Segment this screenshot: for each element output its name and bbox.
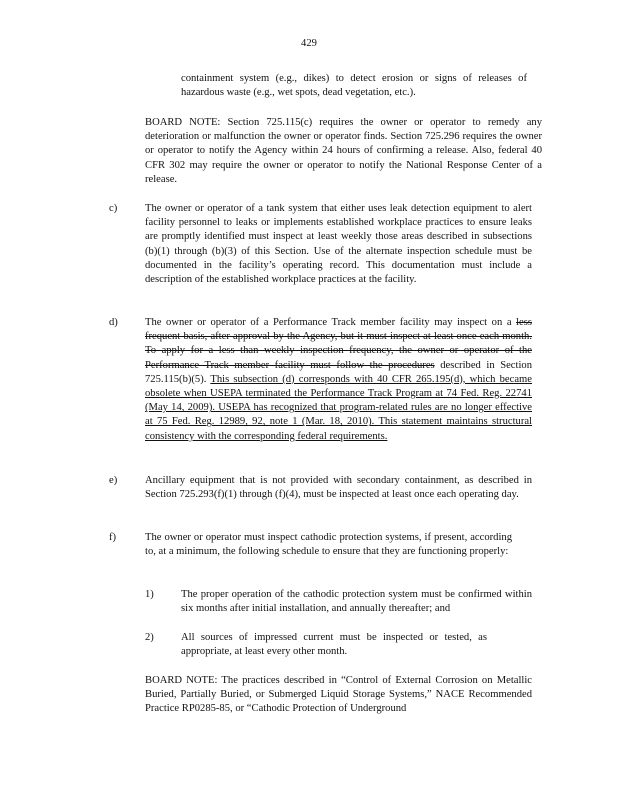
page-number: 429 [301,38,317,49]
item-e [145,474,532,502]
item-d-struck-text: less frequent basis, after approval by the Agency, but it must inspect at least once each month. To apply for a less than weekly inspection frequency, the owner or operator of the Performance Track member facility must follow the procedures [145,317,532,371]
item-d-underlined-text: This subsection (d) corresponds with 40 CFR 265.195(d), which became obsolete when USEPA terminated the Performance Track Program at 74 Fed. Reg. 22741 (May 14, 2009). USEPA has recognized that program-related rules are no longer effective at 75 Fed. Reg. 12989, 92, note 1 (Mar. 18, 2010). This statement maintains structural consistency with the corresponding federal requirements. [145,373,532,442]
item-c-label: c) [109,203,118,214]
intro-continuation [181,72,527,100]
item-e-text: Ancillary equipment that is not provided with secondary containment, as described in Section 725.293(f)(1) through (f)(4), must be inspected at least once each operating day. [145,475,532,501]
subitem-1-label: 1) [145,589,154,600]
subitem-1-text: The proper operation of the cathodic protection system must be confirmed within six months after initial installation, and annually thereafter; and [181,589,532,615]
item-d-text-start: The owner or operator of a Performance Track member facility may inspect on a [145,317,512,328]
board-note-1-text: BOARD NOTE: Section 725.115(c) requires the owner or operator to remedy any deterioration or malfunction the owner or operator finds. Section 725.296 requires the owner or operator to notify the Agency within 24 hours of confirming a release. Also, federal 40 CFR 302 may require the owner or operator to notify the National Response Center of a release. [145,117,542,185]
subitem-1 [181,588,532,616]
item-f-text: The owner or operator must inspect cathodic protection systems, if present, according to, at a minimum, the following schedule to ensure that they are functioning properly: [145,532,512,558]
item-c [145,202,532,287]
item-d-label: d) [109,317,118,328]
item-e-label: e) [109,475,118,486]
item-d [145,316,532,444]
subitem-2-label: 2) [145,632,154,643]
board-note-1 [145,116,542,187]
subitem-2-text: All sources of impressed current must be inspected or tested, as appropriate, at least every other month. [181,632,487,658]
item-d-text-mid: described in Section 725.115(b)(5). [145,359,532,385]
item-d-paragraph [145,316,532,444]
board-note-2-text: BOARD NOTE: The practices described in “Control of External Corrosion on Metallic Buried, Partially Buried, or Submerged Liquid Storage Systems,” NACE Recommended Practice RP0285-85, or “Cathodic Protection of Underground [145,675,532,715]
item-f [145,531,512,559]
board-note-2 [145,674,532,717]
subitem-2 [181,631,487,659]
item-f-label: f) [109,532,117,543]
item-c-text: The owner or operator of a tank system that either uses leak detection equipment to alert facility personnel to leaks or implements established workplace practices to ensure leaks are promptly identified must inspect at least weekly those areas described in subsections (b)(1) through (b)(3) of this Section. Use of the alternate inspection schedule must be documented in the facility’s operating record. This documentation must include a description of the established workplace practices at the facility. [145,203,532,286]
intro-continuation-text: containment system (e.g., dikes) to detect erosion or signs of releases of hazardous waste (e.g., wet spots, dead vegetation, etc.). [181,73,527,99]
